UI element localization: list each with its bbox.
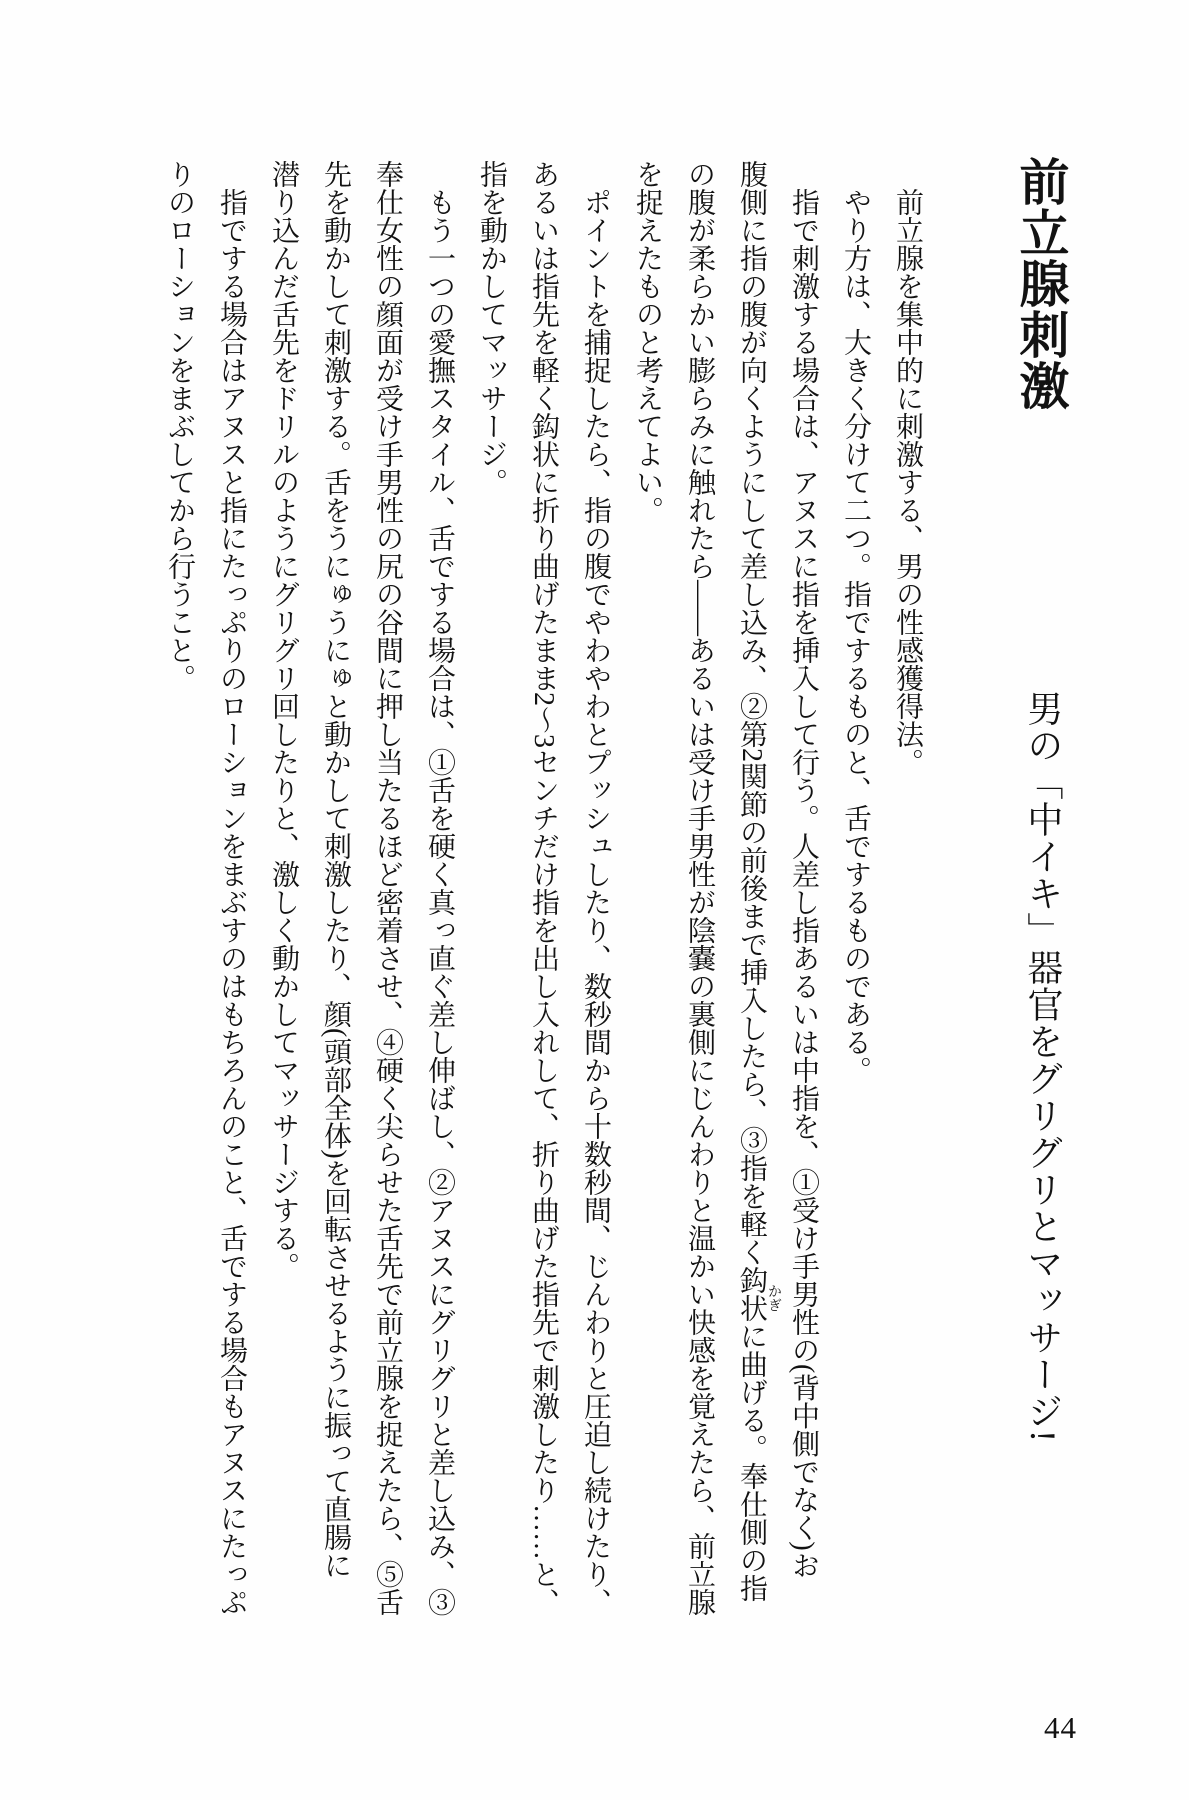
text-column: やり方は、大きく分けて二つ。指でするものと、舌でするものである。 [840, 160, 871, 1084]
text-column: りのローションをまぶしてから行うこと。 [164, 160, 195, 692]
text-column: 奉仕女性の顔面が受け手男性の尻の谷間に押し当たるほど密着させ、④硬く尖らせた舌先で前立腺を捉えたら、⑤舌 [372, 160, 403, 1616]
article-title: 前立腺刺激 [1012, 156, 1069, 411]
article-subtitle: 男の「中イキ」器官をグリグリとマッサージ! [1022, 690, 1063, 1443]
text-column: 指で刺激する場合は、アヌスに指を挿入して行う。人差し指あるいは中指を、①受け手男性の(背中側でなく)お [788, 160, 819, 1579]
text-column: 先を動かして刺激する。舌をうにゅうにゅと動かして刺激したり、顔(頭部全体)を回転させるように振って直腸に [320, 160, 351, 1579]
text-column: 前立腺を集中的に刺激する、男の性感獲得法。 [892, 160, 923, 776]
page-number: 44 [1044, 1710, 1077, 1745]
furigana-annotation: かぎ [766, 1284, 781, 1312]
text-column: 指を動かしてマッサージ。 [476, 160, 507, 496]
text-column: もう一つの愛撫スタイル、舌でする場合は、①舌を硬く真っ直ぐ差し伸ばし、②アヌスにグリグリと差し込み、③ [424, 160, 455, 1616]
text-column: あるいは指先を軽く鈎状に折り曲げたまま2〜3センチだけ指を出し入れして、折り曲げた指先で刺激したり……と、 [528, 160, 559, 1616]
text-column: 腹側に指の腹が向くようにして差し込み、②第2関節の前後まで挿入したら、③指を軽く鈎状に曲げる。奉仕側の指 [736, 160, 767, 1602]
text-column: 指でする場合はアヌスと指にたっぷりのローションをまぶすのはもちろんのこと、舌でする場合もアヌスにたっぷ [216, 160, 247, 1616]
text-column: ポイントを捕捉したら、指の腹でやわやわとプッシュしたり、数秒間から十数秒間、じんわりと圧迫し続けたり、 [580, 160, 611, 1616]
text-column: の腹が柔らかい膨らみに触れたら――あるいは受け手男性が陰嚢の裏側にじんわりと温かい快感を覚えたら、前立腺 [684, 160, 715, 1616]
text-column: を捉えたものと考えてよい。 [632, 160, 663, 524]
text-column: 潜り込んだ舌先をドリルのようにグリグリ回したりと、激しく動かしてマッサージする。 [268, 160, 299, 1280]
